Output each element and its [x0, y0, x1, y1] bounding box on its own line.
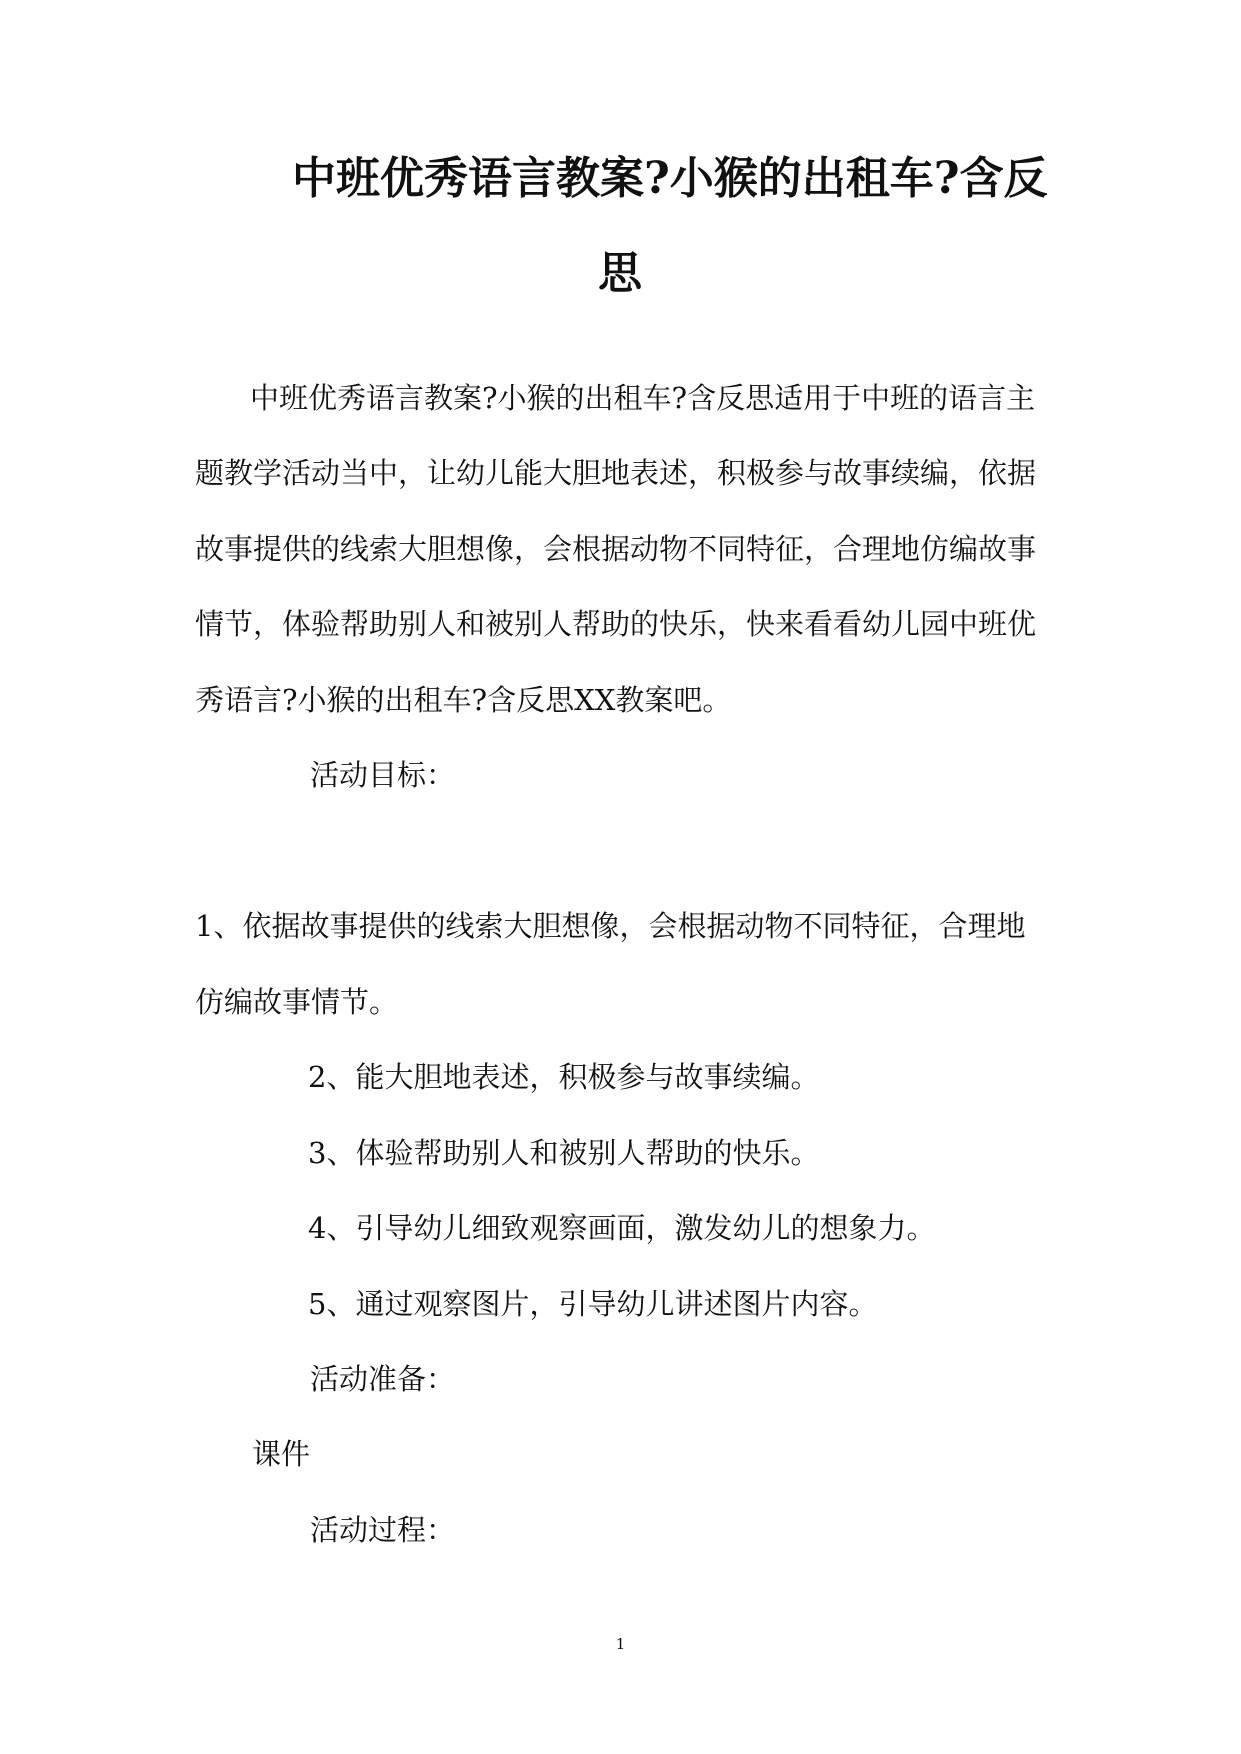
goal-item-2: 2、能大胆地表述，积极参与故事续编。 [308, 1060, 820, 1094]
intro-line-5: 秀语言?小猴的出租车?含反思XX教案吧。 [195, 683, 732, 717]
intro-line-2: 题教学活动当中，让幼儿能大胆地表述，积极参与故事续编，依据 [195, 456, 1037, 490]
intro-line-1: 中班优秀语言教案?小猴的出租车?含反思适用于中班的语言主 [250, 381, 1036, 415]
intro-line-4: 情节，体验帮助别人和被别人帮助的快乐，快来看看幼儿园中班优 [195, 607, 1037, 641]
goal-item-1-line-2: 仿编故事情节。 [195, 985, 399, 1019]
document-title-line-2: 思 [598, 248, 642, 299]
prep-heading: 活动准备： [310, 1362, 456, 1396]
goal-item-3: 3、体验帮助别人和被别人帮助的快乐。 [308, 1136, 820, 1170]
goal-item-1-line-1: 1、依据故事提供的线索大胆想像，会根据动物不同特征，合理地 [195, 909, 1026, 943]
goal-item-4: 4、引导幼儿细致观察画面，激发幼儿的想象力。 [308, 1211, 936, 1245]
process-heading: 活动过程： [310, 1513, 456, 1547]
intro-line-3: 故事提供的线索大胆想像，会根据动物不同特征，合理地仿编故事 [195, 532, 1037, 566]
goals-heading: 活动目标： [310, 758, 456, 792]
document-title-line-1: 中班优秀语言教案?小猴的出租车?含反 [292, 153, 1048, 204]
page-number: 1 [615, 1635, 626, 1653]
goal-item-5: 5、通过观察图片，引导幼儿讲述图片内容。 [308, 1287, 878, 1321]
prep-content: 课件 [252, 1437, 311, 1471]
